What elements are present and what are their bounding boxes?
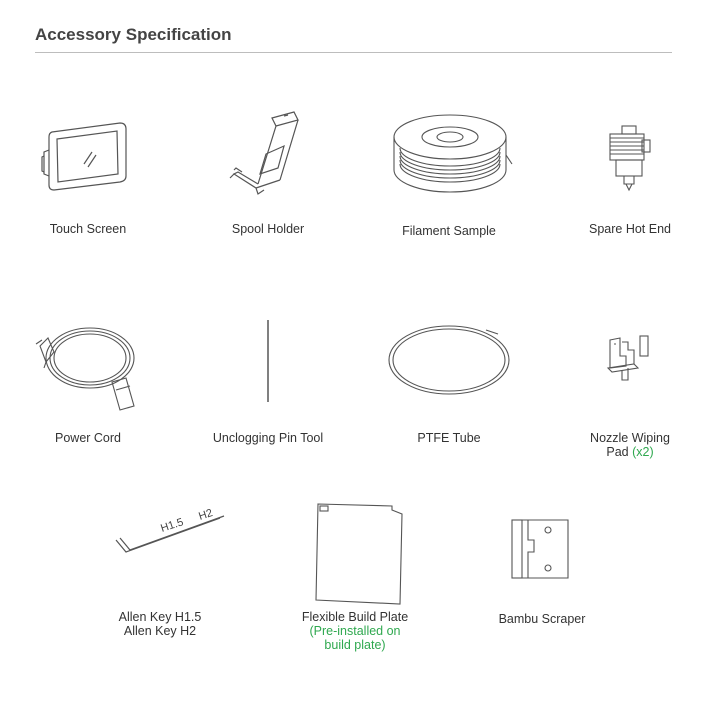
caption-spool-holder: Spool Holder: [231, 222, 305, 236]
unclogging-pin-tool-illustration: [260, 318, 276, 408]
allen-key-line2: Allen Key H2: [123, 624, 197, 638]
allen-key-line1: Allen Key H1.5: [118, 610, 202, 624]
caption-spare-hot-end: Spare Hot End: [589, 222, 671, 236]
build-plate-line1: Flexible Build Plate: [301, 610, 409, 624]
flexible-build-plate-illustration: [310, 500, 414, 608]
nozzle-wiping-line1: Nozzle Wiping: [590, 431, 670, 445]
quantity-note: (x2): [632, 445, 654, 459]
ptfe-tube-illustration: [386, 320, 516, 400]
caption-flexible-build-plate: [302, 610, 408, 652]
caption-unclogging-pin-tool: Unclogging Pin Tool: [212, 431, 324, 445]
caption-touch-screen: Touch Screen: [49, 222, 127, 236]
caption-bambu-scraper: Bambu Scraper: [498, 612, 586, 626]
caption-filament-sample: Filament Sample: [402, 224, 496, 238]
caption-allen-key: [119, 610, 202, 638]
heading-divider: [35, 52, 672, 53]
build-plate-note-line1: (Pre-installed on: [309, 624, 401, 638]
bambu-scraper-illustration: [508, 516, 574, 582]
page-title: Accessory Specification: [35, 25, 232, 44]
allen-key-label-h2: H2: [197, 507, 215, 523]
power-cord-illustration: [30, 318, 142, 414]
build-plate-note-line2: build plate): [324, 638, 386, 652]
filament-sample-illustration: [386, 110, 514, 200]
nozzle-wiping-line2: Pad: [606, 445, 629, 459]
spool-holder-illustration: [228, 108, 308, 198]
touch-screen-illustration: [40, 118, 132, 198]
spare-hot-end-illustration: [600, 124, 660, 196]
nozzle-wiping-pad-illustration: [604, 330, 656, 384]
allen-key-illustration: [112, 504, 232, 564]
caption-nozzle-wiping-pad: [590, 431, 670, 459]
caption-ptfe-tube: PTFE Tube: [417, 431, 481, 445]
caption-power-cord: Power Cord: [55, 431, 121, 445]
allen-key-label-h15: H1.5: [159, 516, 186, 535]
